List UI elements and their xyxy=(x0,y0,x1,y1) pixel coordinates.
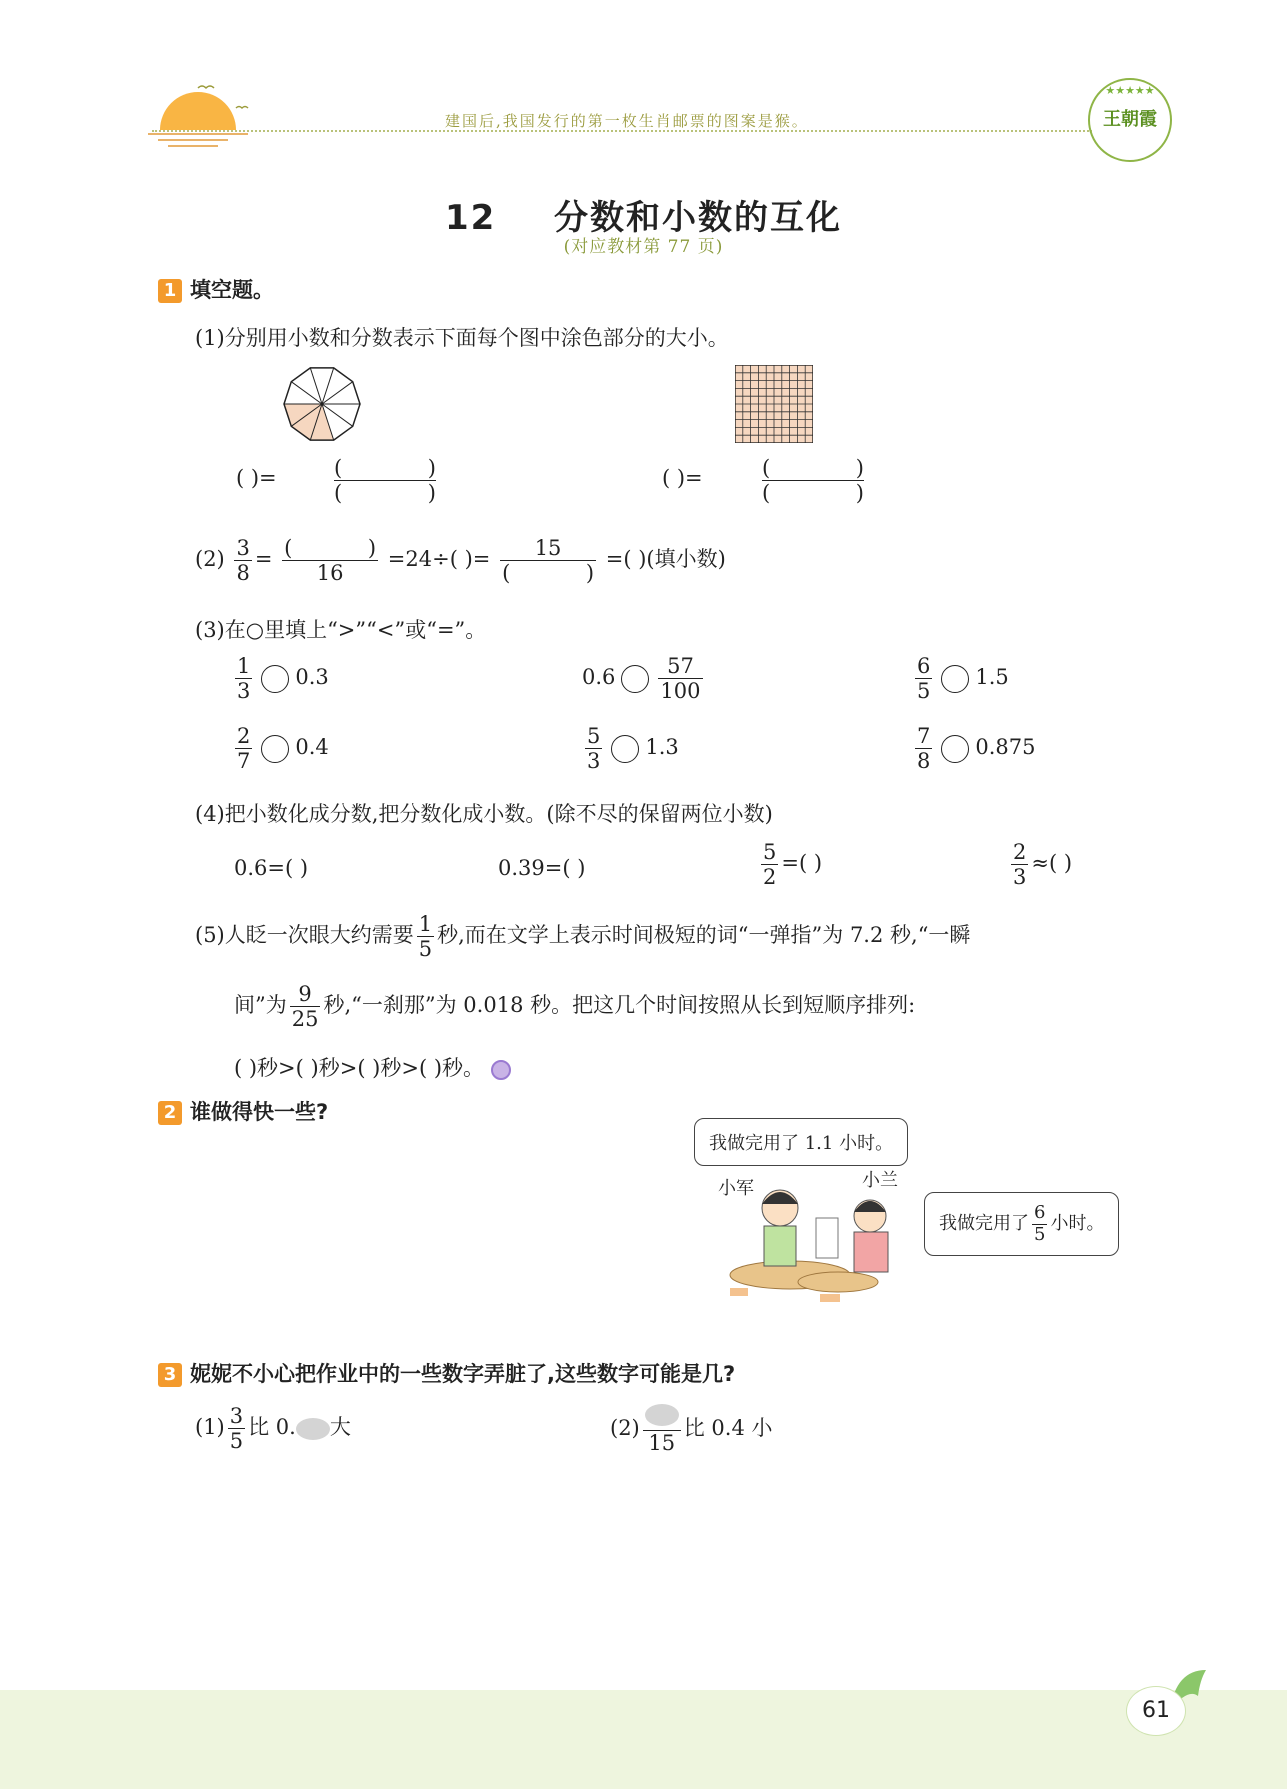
frac-num: 57 xyxy=(667,654,694,678)
q2-f3-num: 15 xyxy=(534,536,562,560)
name-xiaojun: 小军 xyxy=(718,1178,754,1199)
paren-close: ) xyxy=(427,456,436,480)
q5-part3: 间”为 xyxy=(234,993,287,1018)
frac-den: 2 xyxy=(763,865,777,890)
q3-item xyxy=(232,724,329,773)
frac-num: 5 xyxy=(587,724,601,748)
paren-close: ) xyxy=(367,536,377,560)
logo-text: 王朝霞 xyxy=(1103,109,1157,130)
q3-item xyxy=(912,724,1036,773)
section2-heading xyxy=(158,1096,328,1126)
q1-answer-b xyxy=(662,466,703,490)
paren-open: ( xyxy=(502,561,511,586)
header-tip: 建国后,我国发行的第一枚生肖邮票的图案是猴。 xyxy=(445,112,809,130)
publisher-logo: ★★★★★ 王朝霞 xyxy=(1088,78,1172,162)
frac-den: 5 xyxy=(418,937,433,962)
q5-line2 xyxy=(234,982,915,1031)
decagon-figure xyxy=(280,362,364,446)
s3-q2 xyxy=(610,1404,773,1455)
paren-close: ) xyxy=(585,561,595,586)
frac-num: 6 xyxy=(1034,1202,1046,1223)
section1-title: 填空题。 xyxy=(190,278,274,302)
compare-circle[interactable] xyxy=(941,665,969,693)
compare-rhs: 1.5 xyxy=(975,665,1009,690)
q3-item xyxy=(582,724,679,773)
q5-line1 xyxy=(195,912,970,961)
q4-d xyxy=(1008,840,1072,889)
frac-den: 3 xyxy=(587,749,601,774)
section3-title: 妮妮不小心把作业中的一些数字弄脏了,这些数字可能是几? xyxy=(190,1362,736,1386)
grid-figure xyxy=(735,365,813,443)
frac-num: 3 xyxy=(229,1404,244,1428)
compare-circle[interactable] xyxy=(941,735,969,763)
compare-rhs: 0.4 xyxy=(295,735,329,760)
q1-blank-b[interactable]: ( )= xyxy=(662,466,703,490)
section3-heading xyxy=(158,1358,735,1388)
paren-open: ( xyxy=(762,481,771,505)
q1-fraction-b[interactable] xyxy=(762,456,864,505)
frac-num: 2 xyxy=(1013,840,1027,864)
speech-bubble-xiaolan xyxy=(924,1192,1119,1256)
paren-close: ) xyxy=(855,456,864,480)
q2-row xyxy=(195,536,726,585)
lightbulb-icon xyxy=(491,1060,511,1080)
children-illustration xyxy=(720,1170,930,1310)
q5-part4: 秒,“一刹那”为 0.018 秒。把这几个时间按照从长到短顺序排列: xyxy=(323,993,916,1018)
name-xiaolan: 小兰 xyxy=(862,1170,898,1191)
paren-open: ( xyxy=(334,456,343,480)
q5-part1: (5)人眨一次眼大约需要 xyxy=(195,923,414,948)
s3-q1-end: 大 xyxy=(329,1415,351,1440)
q2-f1-den: 8 xyxy=(236,561,250,586)
compare-circle[interactable] xyxy=(261,735,289,763)
paren-open: ( xyxy=(284,536,293,560)
frac-num: 5 xyxy=(763,840,777,864)
q1-blank-a[interactable]: ( )= xyxy=(236,466,277,490)
frac-num: 1 xyxy=(418,912,433,936)
section3-badge: 3 xyxy=(158,1363,182,1387)
q4-c xyxy=(758,840,822,889)
q1-answer-a xyxy=(236,466,277,490)
frac-num: 7 xyxy=(917,724,931,748)
bubble2-pre: 我做完用了 xyxy=(939,1213,1029,1235)
paren-close: ) xyxy=(427,481,436,505)
q4-prompt: (4)把小数化成分数,把分数化成小数。(除不尽的保留两位小数) xyxy=(195,802,773,826)
compare-lhs: 0.6 xyxy=(582,665,616,690)
frac-den: 5 xyxy=(1034,1223,1046,1245)
header-divider xyxy=(152,130,1092,132)
frac-den: 100 xyxy=(660,679,701,704)
q5-answer xyxy=(234,1052,511,1082)
lesson-number: 12 xyxy=(444,198,497,238)
s3-q1 xyxy=(195,1404,351,1453)
bubble2-post: 小时。 xyxy=(1050,1213,1105,1235)
compare-circle[interactable] xyxy=(621,665,649,693)
q3-prompt: (3)在○里填上“>”“<”或“=”。 xyxy=(195,618,487,642)
compare-rhs: 0.875 xyxy=(975,735,1036,760)
smudge-icon xyxy=(296,1418,330,1440)
q4-b[interactable]: 0.39=( ) xyxy=(498,856,586,880)
compare-circle[interactable] xyxy=(611,735,639,763)
frac-den: 7 xyxy=(237,749,251,774)
lesson-title: 分数和小数的互化 xyxy=(554,198,842,238)
compare-circle[interactable] xyxy=(261,665,289,693)
footer-ground xyxy=(0,1690,1287,1789)
page-number-circle xyxy=(1126,1686,1186,1736)
page-subtitle: (对应教材第 77 页) xyxy=(563,237,724,257)
q4-a[interactable]: 0.6=( ) xyxy=(234,856,309,880)
s3-q1-label: (1) xyxy=(195,1415,225,1440)
frac-num: 9 xyxy=(298,982,312,1006)
q4-d-blank[interactable]: ≈( ) xyxy=(1031,851,1073,876)
frac-den: 5 xyxy=(917,679,931,704)
q2-eq: = xyxy=(254,547,273,572)
q5-part2: 秒,而在文学上表示时间极短的词“一弹指”为 7.2 秒,“一瞬 xyxy=(437,923,971,948)
section1-heading xyxy=(158,274,274,304)
s3-q2-label: (2) xyxy=(610,1416,640,1441)
q2-f3[interactable] xyxy=(500,536,596,585)
speech-bubble-xiaojun: 我做完用了 1.1 小时。 xyxy=(694,1118,908,1166)
s3-q1-mid: 比 0. xyxy=(248,1415,296,1440)
section2-title: 谁做得快一些? xyxy=(190,1100,329,1124)
q1-prompt: (1)分别用小数和分数表示下面每个图中涂色部分的大小。 xyxy=(195,326,729,350)
section2-badge: 2 xyxy=(158,1101,182,1125)
q2-f1-num: 3 xyxy=(236,536,250,560)
q3-item xyxy=(912,654,1009,703)
frac-den: 15 xyxy=(643,1430,681,1455)
q2-f2[interactable] xyxy=(282,536,378,585)
compare-rhs: 1.3 xyxy=(645,735,679,760)
q3-item xyxy=(582,654,706,703)
q4-c-blank[interactable]: =( ) xyxy=(781,851,823,876)
s3-q2-end: 比 0.4 小 xyxy=(683,1416,773,1441)
frac-den: 3 xyxy=(1013,865,1027,890)
q2-div[interactable]: =24÷( )= xyxy=(387,547,491,572)
paren-close: ) xyxy=(855,481,864,505)
frac-num: 2 xyxy=(237,724,251,748)
compare-rhs: 0.3 xyxy=(295,665,329,690)
q2-f2-den: 16 xyxy=(282,560,378,585)
frac-num: 1 xyxy=(237,654,251,678)
q1-fraction-a[interactable] xyxy=(334,456,436,505)
sunset-icon xyxy=(148,78,258,150)
q2-end[interactable]: =( )(填小数) xyxy=(605,547,726,572)
paren-open: ( xyxy=(334,481,343,505)
frac-den: 5 xyxy=(229,1429,244,1454)
page-number: 61 xyxy=(1142,1698,1170,1723)
q5-answer-blanks[interactable]: ( )秒>( )秒>( )秒>( )秒。 xyxy=(234,1056,485,1080)
frac-num: 6 xyxy=(917,654,931,678)
frac-den: 8 xyxy=(917,749,931,774)
frac-den: 25 xyxy=(291,1007,319,1032)
q2-label: (2) xyxy=(195,547,225,572)
section1-badge: 1 xyxy=(158,279,182,303)
smudge-icon xyxy=(645,1404,679,1426)
paren-open: ( xyxy=(762,456,771,480)
q3-item xyxy=(232,654,329,703)
frac-den: 3 xyxy=(237,679,251,704)
